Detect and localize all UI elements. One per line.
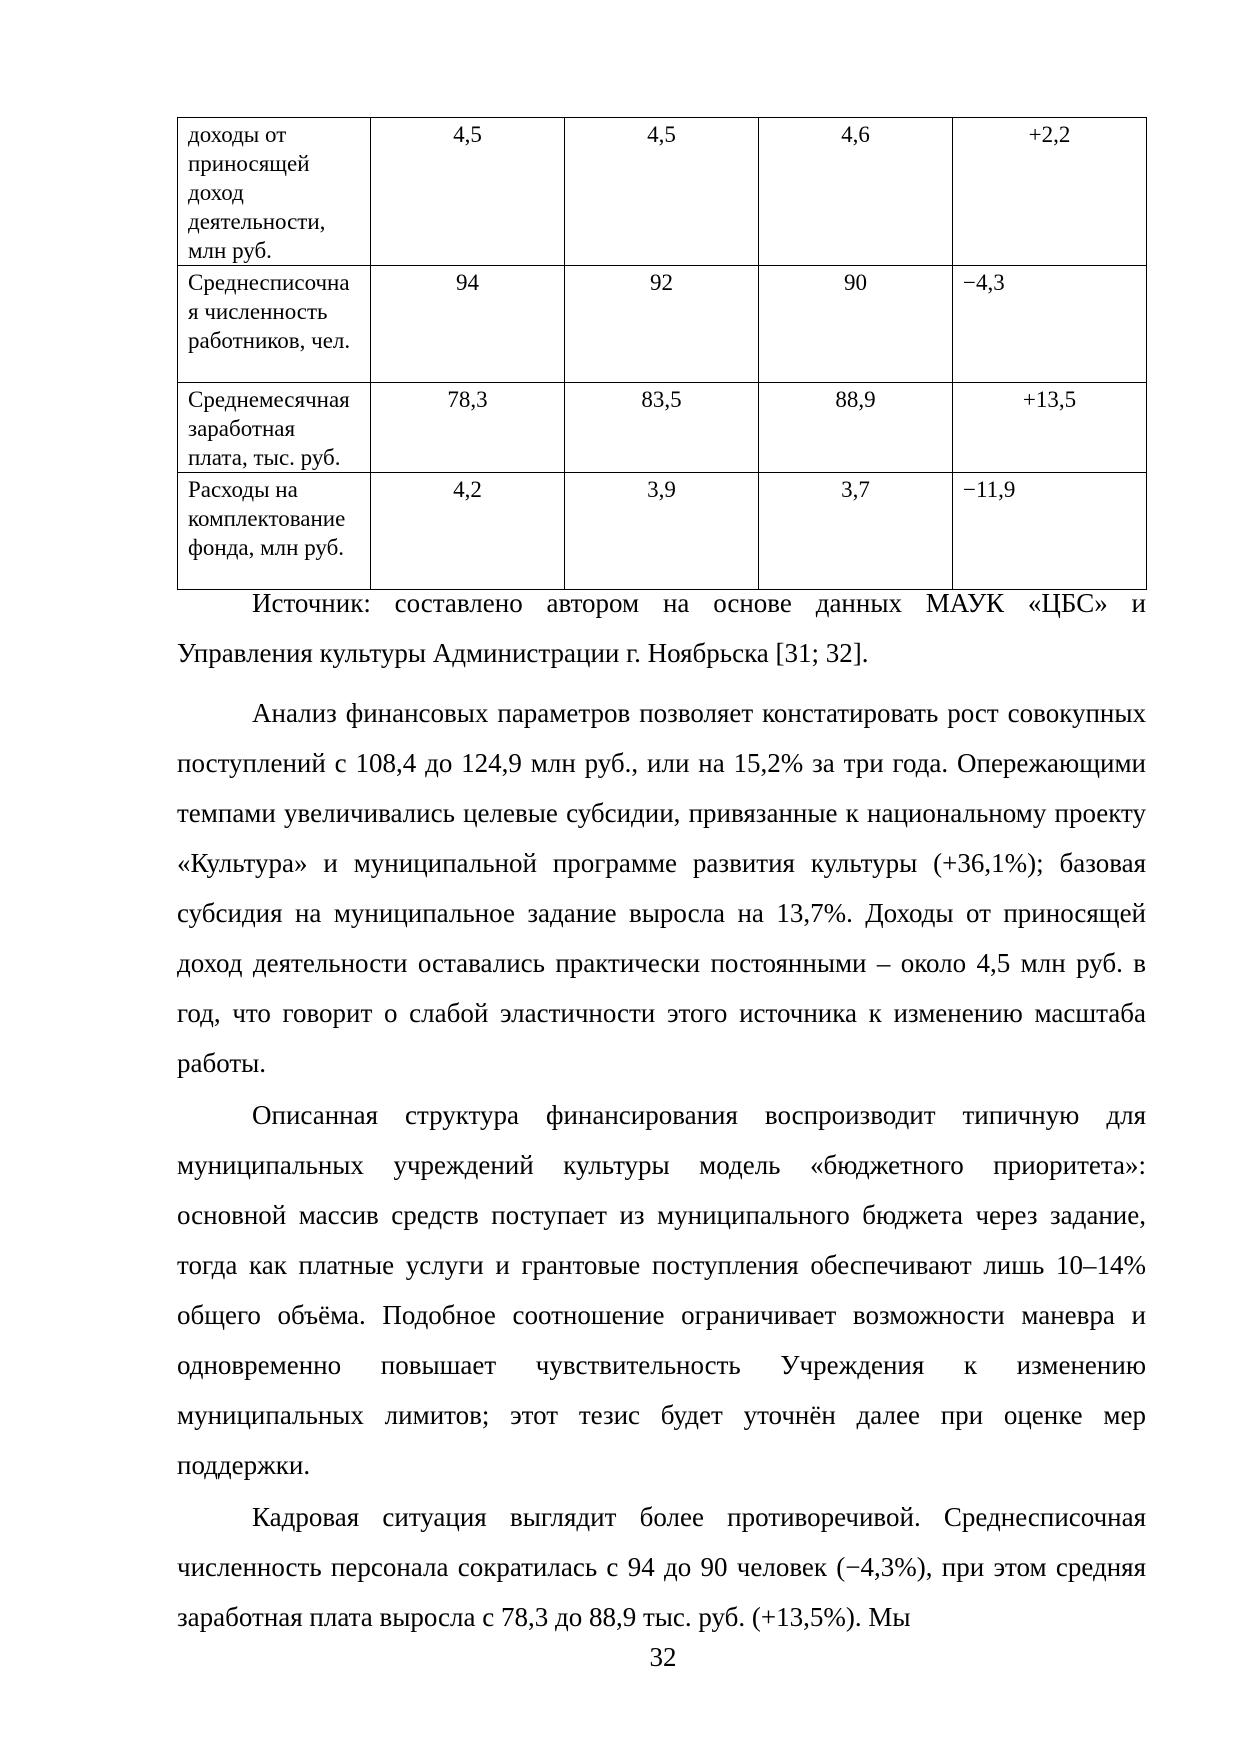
- year-1-value: 4,5: [371, 118, 565, 266]
- year-2-value: 83,5: [565, 383, 759, 473]
- year-1-value: 94: [371, 266, 565, 383]
- year-1-value: 78,3: [371, 383, 565, 473]
- year-3-value: 4,6: [759, 118, 953, 266]
- paragraph: Анализ финансовых параметров позволяет констатировать рост совокупных поступлений с 108,4 до 124,9 млн руб., или на 15,2% за три года. Опережающими темпами увеличивались целевые субсидии, привязанные к национальному проекту «Культура» и муниципальной программе развития культуры (+36,1%); базовая субсидия на муниципальное задание выросла на 13,7%. Доходы от приносящей доход деятельности оставались практически постоянными – около 4,5 млн руб. в год, что говорит о слабой эластичности этого источника к изменению масштаба работы.: [177, 698, 1146, 1078]
- table-row: [178, 266, 1147, 383]
- year-3-value: 3,7: [759, 473, 953, 590]
- page-number: 32: [649, 1642, 677, 1672]
- row-label: Среднемесячная заработная плата, тыс. руб.: [178, 383, 371, 473]
- year-2-value: 4,5: [565, 118, 759, 266]
- year-3-value: 88,9: [759, 383, 953, 473]
- table-source-note: Источник: составлено автором на основе данных МАУК «ЦБС» и Управления культуры Администрации г. Ноябрьска [31; 32].: [177, 588, 1146, 668]
- body-text: [177, 688, 1146, 1644]
- year-3-value: 90: [759, 266, 953, 383]
- change-value: −4,3: [953, 266, 1147, 383]
- year-2-value: 92: [565, 266, 759, 383]
- paragraph: Кадровая ситуация выглядит более противоречивой. Среднесписочная численность персонала сократилась с 94 до 90 человек (−4,3%), при этом средняя заработная плата выросла с 78,3 до 88,9 тыс. руб. (+13,5%). Мы: [177, 1502, 1146, 1632]
- row-label: Расходы на комплектование фонда, млн руб.: [178, 473, 371, 590]
- row-label: Среднесписочная численность работников, чел.: [178, 266, 371, 383]
- row-label: доходы от приносящей доход деятельности, млн руб.: [178, 118, 371, 266]
- year-1-value: 4,2: [371, 473, 565, 590]
- change-value: +13,5: [953, 383, 1147, 473]
- table-row: [178, 383, 1147, 473]
- indicators-table: [177, 117, 1147, 590]
- year-2-value: 3,9: [565, 473, 759, 590]
- table-row: [178, 473, 1147, 590]
- paragraph: Описанная структура финансирования воспроизводит типичную для муниципальных учреждений культуры модель «бюджетного приоритета»: основной массив средств поступает из муниципального бюджета через задание, тогда как платные услуги и грантовые поступления обеспечивают лишь 10–14% общего объёма. Подобное соотношение ограничивает возможности маневра и одновременно повышает чувствительность Учреждения к изменению муниципальных лимитов; этот тезис будет уточнён далее при оценке мер поддержки.: [177, 1100, 1146, 1480]
- change-value: −11,9: [953, 473, 1147, 590]
- change-value: +2,2: [953, 118, 1147, 266]
- table-row: [178, 118, 1147, 266]
